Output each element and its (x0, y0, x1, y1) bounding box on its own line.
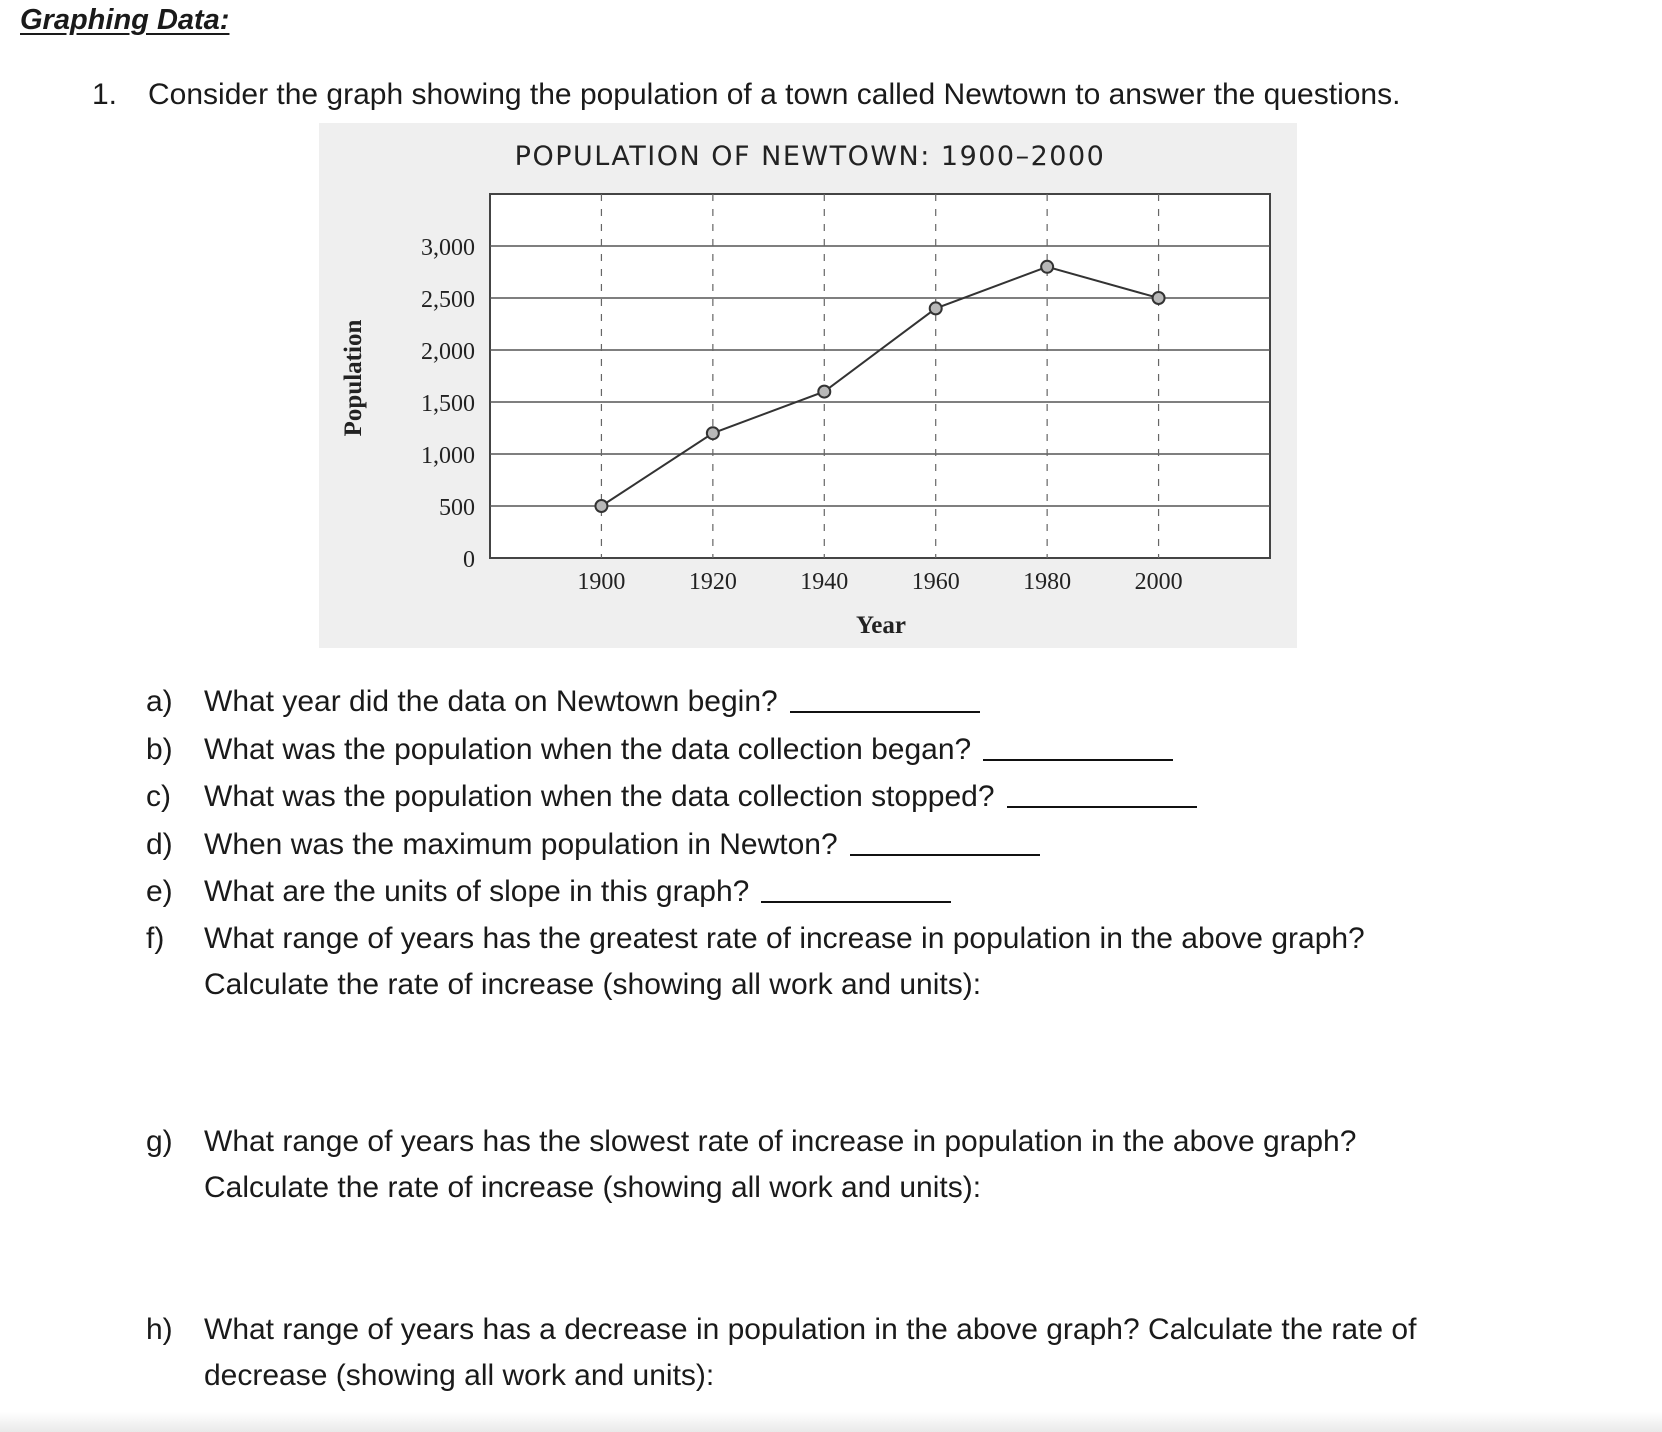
y-tick-label: 0 (463, 547, 475, 573)
question-item (146, 684, 980, 720)
answer-blank[interactable] (761, 901, 951, 903)
data-point (1153, 292, 1165, 304)
data-point (1041, 261, 1053, 273)
question-text: Consider the graph showing the population of a town called Newtown to answer the questions. (148, 78, 1401, 111)
item-letter: f) (146, 922, 165, 955)
item-letter: d) (146, 828, 173, 861)
item-letter: e) (146, 875, 173, 908)
item-text: What are the units of slope in this graph? (204, 875, 750, 908)
item-text: What range of years has a decrease in population in the above graph? Calculate the rate of (204, 1313, 1417, 1346)
item-text: When was the maximum population in Newton? (204, 828, 838, 861)
item-letter: h) (146, 1313, 173, 1346)
item-text: What was the population when the data collection stopped? (204, 780, 995, 813)
y-tick-label: 2,000 (421, 339, 475, 365)
y-tick-label: 1,000 (421, 443, 475, 469)
page-heading: Graphing Data: (20, 4, 230, 36)
item-letter: c) (146, 780, 171, 813)
question-item (146, 779, 1197, 815)
y-tick-label: 2,500 (421, 287, 475, 313)
item-letter: g) (146, 1125, 173, 1158)
item-text: What range of years has the greatest rate of increase in population in the above graph? (204, 922, 1365, 955)
answer-blank[interactable] (790, 711, 980, 713)
population-chart (319, 123, 1297, 648)
question-item (146, 827, 1040, 863)
item-continuation: Calculate the rate of increase (showing all work and units): (204, 968, 982, 1001)
x-tick-label: 2000 (1134, 569, 1183, 595)
y-tick-label: 500 (439, 495, 475, 521)
x-axis-label: Year (856, 612, 906, 639)
data-point (930, 302, 942, 314)
x-tick-label: 1900 (577, 569, 626, 595)
item-continuation: Calculate the rate of increase (showing all work and units): (204, 1171, 982, 1204)
page-edge (0, 1412, 1662, 1432)
x-tick-label: 1960 (911, 569, 960, 595)
item-continuation: decrease (showing all work and units): (204, 1359, 715, 1392)
x-tick-label: 1940 (800, 569, 849, 595)
item-letter: a) (146, 685, 173, 718)
question-1 (92, 78, 1400, 112)
chart-svg (319, 123, 1297, 648)
data-point (595, 500, 607, 512)
item-letter: b) (146, 733, 173, 766)
x-tick-label: 1920 (688, 569, 737, 595)
chart-title: POPULATION OF NEWTOWN: 1900–2000 (514, 141, 1106, 172)
question-item (146, 1124, 1356, 1206)
question-item (146, 732, 1173, 768)
question-item (146, 1312, 1416, 1394)
item-text: What range of years has the slowest rate of increase in population in the above graph? (204, 1125, 1357, 1158)
answer-blank[interactable] (850, 854, 1040, 856)
question-item (146, 874, 951, 910)
question-number: 1. (92, 78, 118, 111)
y-axis-label: Population (340, 319, 367, 437)
y-tick-label: 1,500 (421, 391, 475, 417)
question-item (146, 921, 1365, 1003)
answer-blank[interactable] (983, 759, 1173, 761)
data-point (818, 386, 830, 398)
x-tick-label: 1980 (1023, 569, 1072, 595)
item-text: What was the population when the data collection began? (204, 733, 972, 766)
answer-blank[interactable] (1007, 806, 1197, 808)
y-tick-label: 3,000 (421, 235, 475, 261)
data-point (707, 427, 719, 439)
item-text: What year did the data on Newtown begin? (204, 685, 778, 718)
